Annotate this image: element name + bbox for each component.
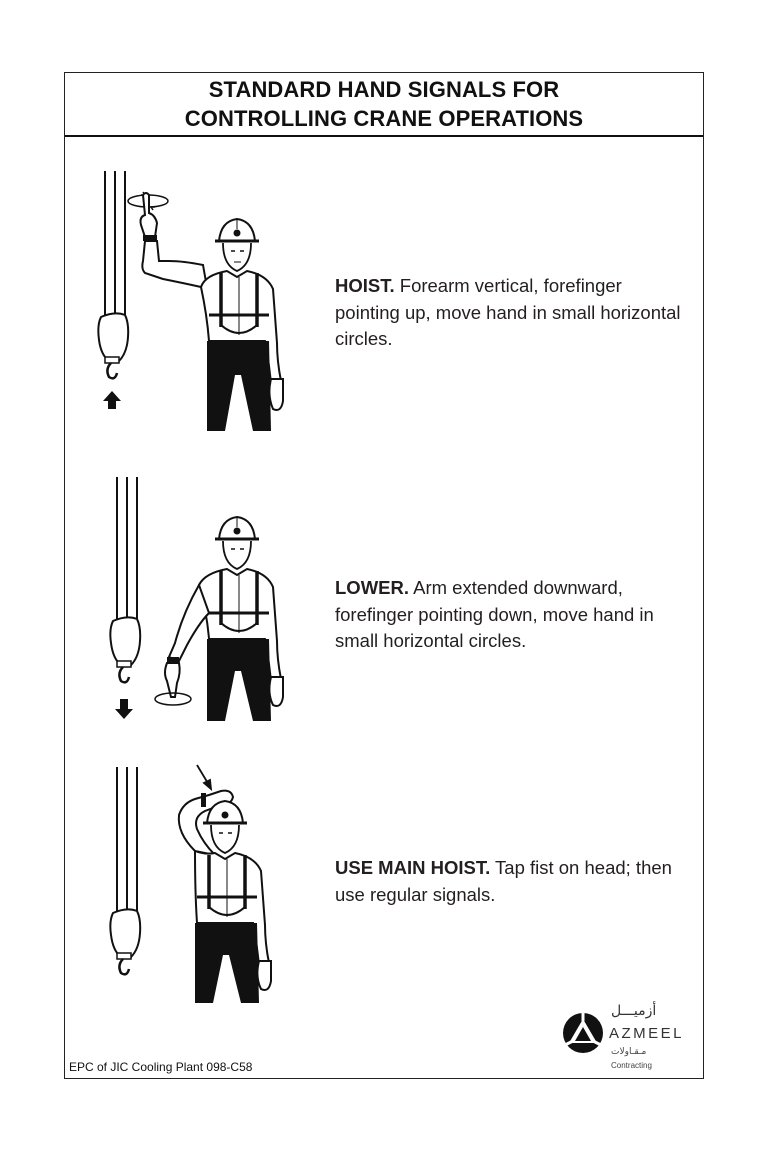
arrow-up-icon [103,391,121,409]
worker-lower-illustration [83,473,303,733]
signal-lower [65,473,703,733]
signal-hoist-description [335,273,685,353]
signal-lower-text: Arm extended downward, forefinger pointing down, move hand in small horizontal circles. [335,577,654,651]
tap-arrow-icon [197,765,211,789]
crane-hook-icon [110,617,140,682]
signal-lower-description [335,575,685,655]
signal-chart-frame [64,72,704,1079]
logo-arabic-name: أزميـــل [611,1003,657,1019]
footer-project-note: EPC of JIC Cooling Plant 098-C58 [69,1060,253,1074]
title-bar [65,73,703,137]
logo-subtitle: Contracting [611,1061,652,1070]
logo-arabic-subtitle: مـقـاولات [611,1047,647,1057]
azmeel-logo [561,1003,701,1079]
hard-hat-icon [215,219,259,241]
logo-english-name: AZMEEL [609,1025,685,1042]
crane-cable-icon [117,767,137,913]
title-line-2: CONTROLLING CRANE OPERATIONS [184,106,584,131]
crane-hook-icon [98,313,128,378]
signal-main-hoist [65,763,703,1013]
worker-main-hoist-illustration [83,763,303,1013]
crane-cable-icon [105,171,125,317]
hard-hat-icon [215,517,259,539]
crane-cable-icon [117,477,137,621]
title-line-1: STANDARD HAND SIGNALS FOR [208,77,560,102]
signal-hoist-text: Forearm vertical, forefinger pointing up, move hand in small horizontal circles. [335,275,681,349]
signal-main-hoist-text: Tap fist on head; then use regular signals. [335,857,672,905]
signal-hoist [65,165,703,435]
azmeel-triangle-logo-icon [561,1011,605,1055]
worker-hoist-illustration [83,165,303,435]
crane-hook-icon [110,909,140,974]
signal-main-hoist-name: USE MAIN HOIST. [335,857,491,878]
signal-main-hoist-description [335,855,685,908]
arrow-down-icon [115,699,133,719]
signal-lower-name: LOWER. [335,577,409,598]
signal-hoist-name: HOIST. [335,275,395,296]
